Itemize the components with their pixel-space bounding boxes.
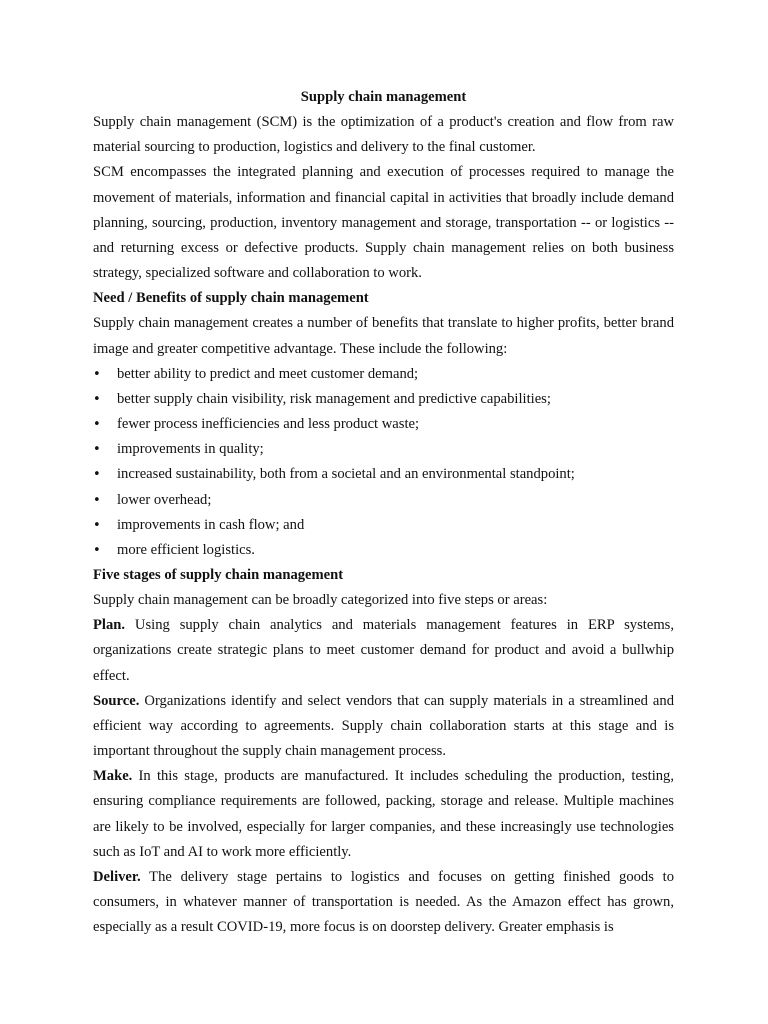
stage-plan-name: Plan. [93,617,126,634]
list-item: • better ability to predict and meet customer demand; [93,362,674,387]
intro-paragraph-2: SCM encompasses the integrated planning and execution of processes required to manage the movement of materials, information and financial capital in activities that broadly include demand planning, sourcing, production, inventory management and storage, transportation -- or logistics -- and returning excess or defective products. Supply chain management relies on both business strategy, specialized software and collaboration to work. [93,164,674,282]
stage-make-paragraph [93,764,674,865]
benefits-intro: Supply chain management creates a number of benefits that translate to higher profits, better brand image and greater competitive advantage. These include the following: [93,315,674,357]
stage-source-text: Organizations identify and select vendors that can supply materials in a streamlined and efficient way according to agreements. Supply chain collaboration starts at this stage and is important throughout the supply chain management process. [93,692,674,760]
list-item: • improvements in quality; [93,437,674,462]
stage-plan-paragraph [93,613,674,688]
benefits-heading: Need / Benefits of supply chain management [93,290,369,307]
stage-deliver-paragraph [93,865,674,940]
intro-paragraph-1: Supply chain management (SCM) is the optimization of a product's creation and flow from raw material sourcing to production, logistics and delivery to the final customer. [93,114,674,156]
list-item: • more efficient logistics. [93,538,674,563]
list-item: • increased sustainability, both from a societal and an environmental standpoint; [93,462,674,487]
stage-source-paragraph [93,689,674,764]
stage-deliver-text: The delivery stage pertains to logistics and focuses on getting finished goods to consumers, in whatever manner of transportation is needed. As the Amazon effect has grown, especially as a result COVID-19, more focus is on doorstep delivery. Greater emphasis is [93,868,674,936]
document-title: Supply chain management [300,89,467,105]
stages-heading: Five stages of supply chain management [93,566,344,583]
list-item: • better supply chain visibility, risk management and predictive capabilities; [93,387,674,412]
list-item: • lower overhead; [93,488,674,513]
stage-plan-text: Using supply chain analytics and materials management features in ERP systems, organizations create strategic plans to meet customer demand for product and avoid a bullwhip effect. [93,617,674,684]
list-item: • fewer process inefficiencies and less product waste; [93,412,674,437]
document-page [93,85,674,940]
stages-intro: Supply chain management can be broadly categorized into five steps or areas: [93,592,548,609]
list-item: • improvements in cash flow; and [93,513,674,538]
stage-deliver-name: Deliver. [93,868,141,885]
stage-source-name: Source. [93,692,140,709]
stage-make-text: In this stage, products are manufactured. It includes scheduling the production, testing, ensuring compliance requirements are followed, packing, storage and release. Multiple machines are likely to be involved, especially for larger companies, and these increasingly use technologies such as IoT and AI to work more efficiently. [93,768,674,860]
stage-make-name: Make. [93,768,133,785]
benefits-list [93,362,674,563]
